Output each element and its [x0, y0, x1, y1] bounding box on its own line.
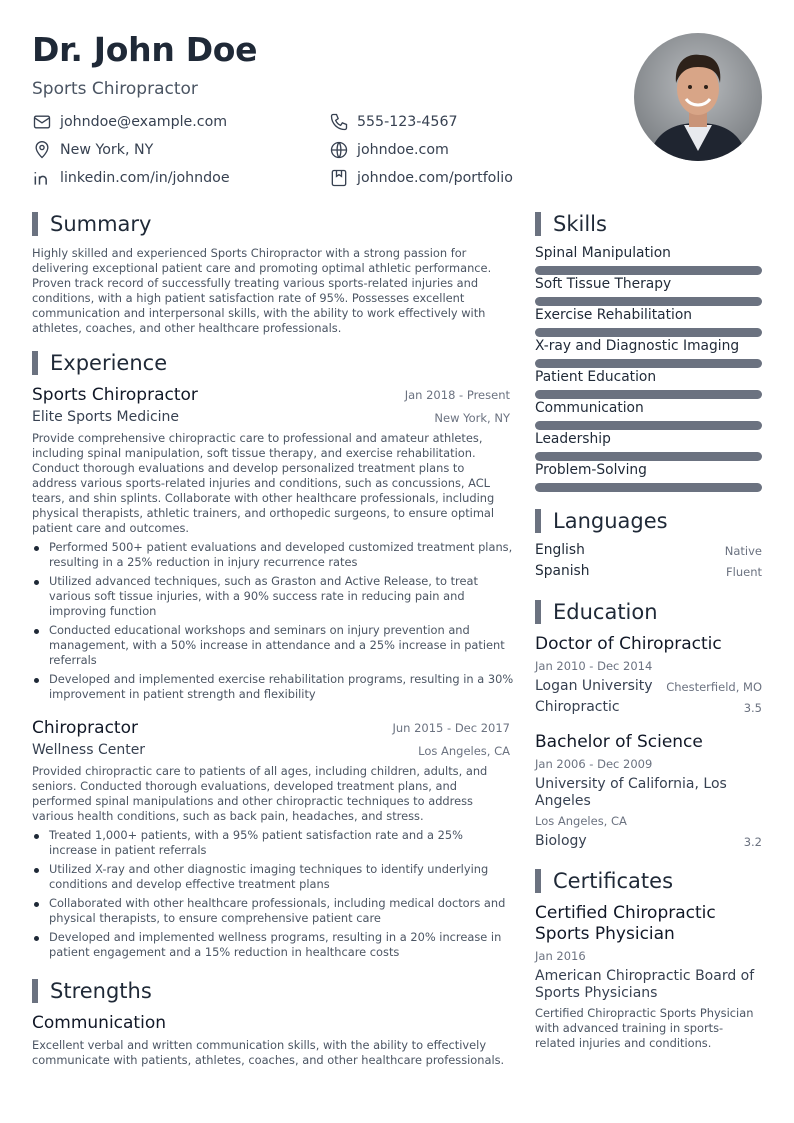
edu-1-field: Chiropractic: [535, 699, 620, 715]
heading-accent-bar: [535, 509, 541, 533]
edu-2-degree: Bachelor of Science: [535, 732, 703, 752]
profile-photo: [634, 33, 762, 161]
languages-heading: [535, 509, 668, 533]
job-2-title: Chiropractor: [32, 718, 138, 738]
globe-icon: [329, 140, 349, 160]
language-name: English: [535, 542, 585, 558]
job-1-description: Provide comprehensive chiropractic care to professional and amateur athletes, including spinal manipulation, soft tissue therapy, and exercise rehabilitation. Conduct thorough evaluations and develop personalized treatment plans to address various sports-related injuries and conditions, such as concussions, ACL tears, and shin splints. Collaborate with other healthcare professionals, including physical therapists, athletic trainers, and orthopedic surgeons, to ensure optimal patient care and outcomes.: [32, 431, 495, 535]
edu-1-degree: Doctor of Chiropractic: [535, 634, 722, 654]
certificate-description: Certified Chiropractic Sports Physician with advanced training in sports-related injuries and conditions.: [535, 1006, 754, 1050]
skill-level-bar: [535, 483, 762, 492]
skill-label: Leadership: [535, 431, 611, 447]
list-item: Utilized advanced techniques, such as Graston and Active Release, to treat various soft tissue injuries, with a 90% success rate in reducing pain and improving function: [32, 574, 514, 619]
job-title: Sports Chiropractor: [32, 79, 198, 99]
certificates-heading: [535, 869, 673, 893]
heading-accent-bar: [535, 212, 541, 236]
summary-heading-text: Summary: [50, 212, 152, 236]
phone-text: 555-123-4567: [357, 114, 458, 130]
skill-label: Spinal Manipulation: [535, 245, 671, 261]
contact-linkedin[interactable]: [32, 168, 230, 188]
strengths-heading: [32, 979, 152, 1003]
edu-2-location: Los Angeles, CA: [535, 814, 627, 828]
job-1-dates: Jan 2018 - Present: [404, 388, 510, 402]
job-2-dates: Jun 2015 - Dec 2017: [392, 721, 510, 735]
location-text: New York, NY: [60, 142, 154, 158]
skill-label: X-ray and Diagnostic Imaging: [535, 338, 740, 354]
email-text: johndoe@example.com: [60, 114, 228, 130]
job-2-description: Provided chiropractic care to patients of all ages, including children, adults, and seniors. Conducted thorough evaluations, developed treatment plans, and performed spinal manipulations and other chiropractic techniques to address various health conditions, such as back pain, headaches, and stress.: [32, 764, 488, 823]
language-level: Fluent: [726, 565, 762, 579]
skills-heading: [535, 212, 607, 236]
certificates-heading-text: Certificates: [553, 869, 674, 893]
job-2-achievements: [32, 828, 514, 960]
list-item: Conducted educational workshops and seminars on injury prevention and management, with a 50% increase in attendance and a 25% increase in patient referrals: [32, 623, 514, 668]
bookmark-icon: [329, 168, 349, 188]
summary-text: Highly skilled and experienced Sports Chiropractor with a strong passion for delivering exceptional patient care and promoting optimal athletic performance. Proven track record of successfully treating various sports-related injuries and conditions, with a high patient satisfaction rate of 95%. Possesses excellent communication and interpersonal skills, with the ability to work effectively with athletes, coaches, and other healthcare professionals.: [32, 246, 492, 335]
heading-accent-bar: [535, 600, 541, 624]
language-level: Native: [724, 544, 762, 558]
skills-heading-text: Skills: [553, 212, 607, 236]
edu-2-field: Biology: [535, 833, 587, 849]
skill-level-bar: [535, 452, 762, 461]
strength-title: Communication: [32, 1013, 166, 1033]
list-item: Developed and implemented exercise rehabilitation programs, resulting in a 30% improvement in patient strength and flexibility: [32, 672, 514, 702]
skill-level-bar: [535, 328, 762, 337]
portfolio-text: johndoe.com/portfolio: [357, 170, 513, 186]
linkedin-text: linkedin.com/in/johndoe: [60, 170, 230, 186]
heading-accent-bar: [535, 869, 541, 893]
heading-accent-bar: [32, 979, 38, 1003]
skill-level-bar: [535, 359, 762, 368]
list-item: Collaborated with other healthcare professionals, including medical doctors and physical therapists, to ensure comprehensive patient care: [32, 896, 514, 926]
edu-1-location: Chesterfield, MO: [666, 680, 762, 694]
edu-1-dates: Jan 2010 - Dec 2014: [535, 659, 653, 673]
linkedin-icon: [32, 168, 52, 188]
job-2-location: Los Angeles, CA: [418, 744, 510, 758]
skill-label: Patient Education: [535, 369, 657, 385]
summary-heading: [32, 212, 151, 236]
contact-website[interactable]: [329, 140, 449, 160]
skill-level-bar: [535, 421, 762, 430]
job-1-location: New York, NY: [434, 411, 510, 425]
edu-2-gpa: 3.2: [743, 835, 762, 849]
list-item: Developed and implemented wellness programs, resulting in a 20% increase in patient engagement and a 15% reduction in healthcare costs: [32, 930, 514, 960]
skill-level-bar: [535, 266, 762, 275]
education-heading: [535, 600, 658, 624]
language-name: Spanish: [535, 563, 590, 579]
job-2-company: Wellness Center: [32, 742, 146, 758]
mail-icon: [32, 112, 52, 132]
skill-label: Soft Tissue Therapy: [535, 276, 672, 292]
skill-label: Communication: [535, 400, 644, 416]
job-1-company: Elite Sports Medicine: [32, 409, 180, 425]
contact-phone[interactable]: [329, 112, 458, 132]
skill-level-bar: [535, 297, 762, 306]
contact-location: [32, 140, 153, 160]
experience-heading: [32, 351, 167, 375]
heading-accent-bar: [32, 212, 38, 236]
phone-icon: [329, 112, 349, 132]
map-pin-icon: [32, 140, 52, 160]
education-heading-text: Education: [553, 600, 658, 624]
strength-description: Excellent verbal and written communication skills, with the ability to effectively communicate with patients, athletes, coaches, and other healthcare professionals.: [32, 1038, 505, 1067]
skill-level-bar: [535, 390, 762, 399]
certificate-title: Certified Chiropractic Sports Physician: [535, 903, 716, 944]
candidate-name: Dr. John Doe: [32, 30, 258, 69]
strengths-heading-text: Strengths: [50, 979, 152, 1003]
certificate-date: Jan 2016: [535, 949, 586, 963]
skill-label: Exercise Rehabilitation: [535, 307, 692, 323]
job-1-title: Sports Chiropractor: [32, 385, 198, 405]
heading-accent-bar: [32, 351, 38, 375]
list-item: Performed 500+ patient evaluations and developed customized treatment plans, resulting in a 25% reduction in injury recurrence rates: [32, 540, 514, 570]
languages-heading-text: Languages: [553, 509, 668, 533]
list-item: Treated 1,000+ patients, with a 95% patient satisfaction rate and a 25% increase in patient referrals: [32, 828, 514, 858]
edu-2-dates: Jan 2006 - Dec 2009: [535, 757, 653, 771]
edu-1-gpa: 3.5: [743, 701, 762, 715]
edu-1-school: Logan University: [535, 678, 653, 694]
website-text: johndoe.com: [357, 142, 449, 158]
edu-2-school: University of California, Los Angeles: [535, 776, 727, 809]
certificate-issuer: American Chiropractic Board of Sports Physicians: [535, 968, 755, 1001]
contact-portfolio[interactable]: [329, 168, 513, 188]
job-1-achievements: [32, 540, 514, 702]
experience-heading-text: Experience: [50, 351, 168, 375]
list-item: Utilized X-ray and other diagnostic imaging techniques to identify underlying conditions and develop effective treatment plans: [32, 862, 514, 892]
contact-email[interactable]: [32, 112, 227, 132]
skill-label: Problem-Solving: [535, 462, 647, 478]
